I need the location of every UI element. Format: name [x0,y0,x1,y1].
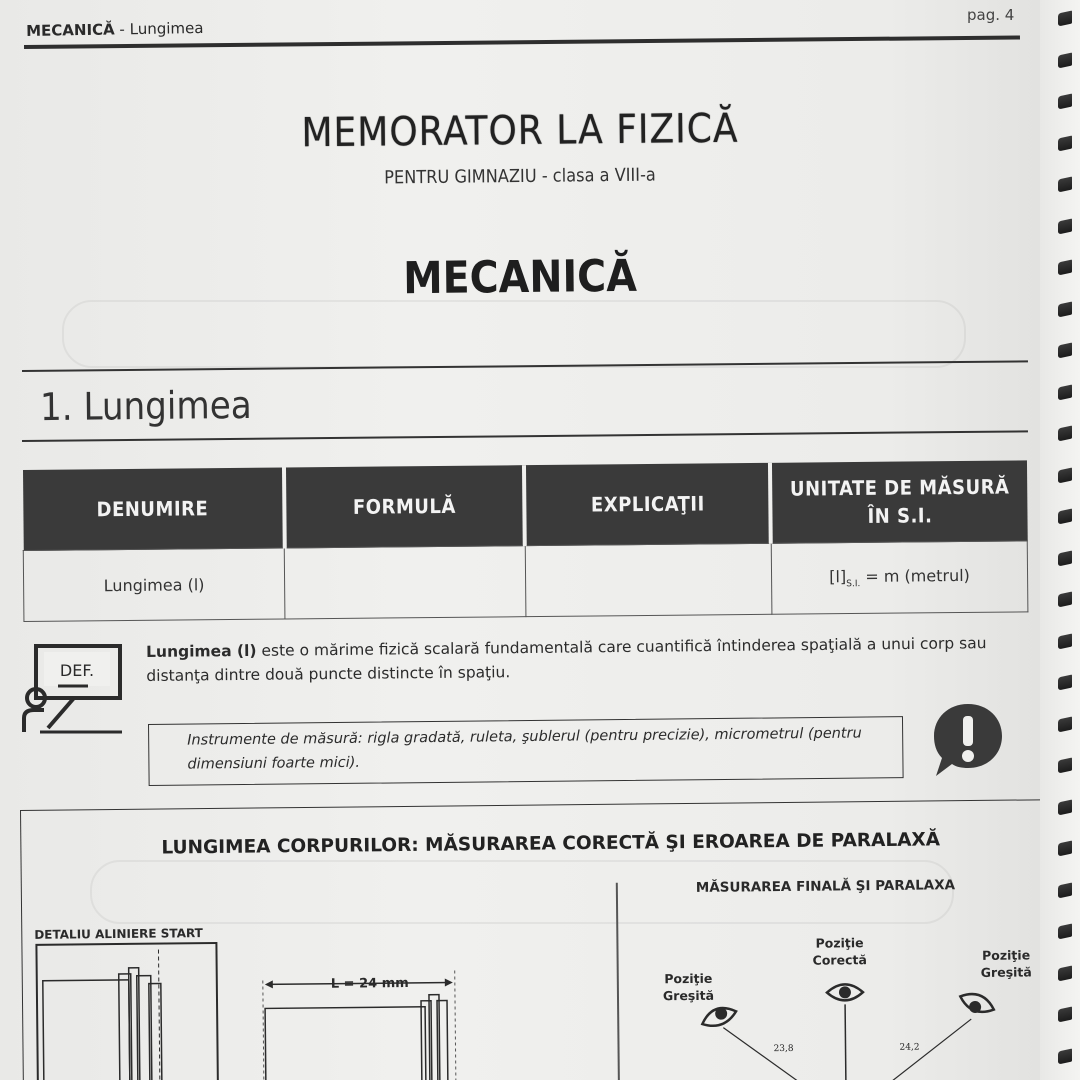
definition-body: este o mărime fizică scalară fundamentală care cuantifică întinderea spaţială a unui corp sau distanţa dintre două puncte distincte în spaţiu. [146,634,987,685]
chapter-title: MECANICĂ [402,250,638,305]
book-subtitle: PENTRU GIMNAZIU - clasa a VIII-a [384,164,656,189]
spiral-ring [1058,343,1072,359]
header-rule [24,35,1020,49]
spiral-ring [1058,177,1072,193]
cell-name: Lungimea (l) [23,548,285,622]
spiral-ring [1058,592,1072,608]
measurement-diagram [20,799,1040,1080]
running-header [26,19,204,40]
eye-icon [957,989,997,1018]
eye-icon [699,1003,739,1031]
book-title: MEMORATOR LA FIZICĂ [301,105,739,157]
spiral-ring [1058,1048,1072,1064]
unit-subscript: S.I. [846,579,861,590]
right-panel-title: MĂSURAREA FINALĂ ŞI PARALAXA [695,877,956,896]
spiral-ring [1058,301,1072,317]
section-rule-bottom [22,430,1028,442]
spiral-ring [1058,52,1072,68]
eye-icon [827,984,863,1000]
spiral-ring [1058,467,1072,483]
table-header-unit: UNITATE DE MĂSURĂ ÎN S.I. [770,460,1027,543]
spiral-binding [1040,0,1080,1080]
header-section: MECANICĂ [26,20,115,40]
spiral-ring [1058,260,1072,276]
panel-divider [616,883,620,1080]
def-label: DEF. [59,661,95,680]
label-correct-position: Poziţie Corectă [812,935,867,968]
table-header-name: DENUMIRE [22,467,284,550]
cell-unit [771,541,1028,614]
parallax-figure [693,981,1014,1080]
bleed-through: ​ [139,140,141,208]
diagram-title: LUNGIMEA CORPURILOR: MĂSURAREA CORECTĂ ŞI EROAREA DE PARALAXĂ [161,829,941,859]
header-separator: - [114,20,130,39]
section-title: 1. Lungimea [39,382,252,430]
table-header-formula: FORMULĂ [284,465,526,548]
spiral-ring [1058,758,1072,774]
table-header-explanation: EXPLICAŢII [524,463,771,546]
spiral-ring [1058,716,1072,732]
instruments-note: Instrumente de măsură: rigla gradată, ruleta, şublerul (pentru precizie), micrometrul (pentru dimensiuni foarte mici). [148,716,904,786]
definition-board-icon [18,642,128,738]
reading-right: 24,2 [899,1042,920,1053]
spiral-ring [1058,841,1072,857]
cell-explanation [525,543,772,616]
spiral-ring [1058,965,1072,981]
spiral-ring [1058,1007,1072,1023]
definition-text [146,631,1026,688]
spiral-ring [1058,924,1072,940]
page-number: pag. 4 [967,6,1015,24]
definition-term: Lungimea (l) [146,641,257,661]
spiral-ring [1058,675,1072,691]
spiral-ring [1058,384,1072,400]
label-wrong-position-left: Poziţie Greşită [662,970,715,1004]
exclamation-bubble-icon [930,700,1006,780]
spiral-ring [1058,94,1072,110]
unit-value: = m (metrul) [860,565,970,586]
spiral-ring [1058,633,1072,649]
length-label: L = 24 mm [330,975,409,992]
quantity-table [22,460,1028,622]
bleed-through-box [62,300,966,368]
spiral-ring [1058,882,1072,898]
spiral-ring [1058,218,1072,234]
spiral-ring [1058,426,1072,442]
unit-symbol: [l] [829,567,847,587]
left-panel-title: DETALIU ALINIERE START [34,926,203,942]
spiral-ring [1058,135,1072,151]
header-topic: Lungimea [129,18,204,39]
spiral-ring [1058,509,1072,525]
spiral-ring [1058,799,1072,815]
cell-formula [284,546,526,619]
reading-left: 23,8 [773,1043,794,1055]
spiral-ring [1058,550,1072,566]
label-wrong-position-right: Poziţie Greşită [980,947,1032,980]
table-row [23,541,1028,622]
alignment-detail-figure [32,936,474,1080]
spiral-ring [1058,11,1072,27]
